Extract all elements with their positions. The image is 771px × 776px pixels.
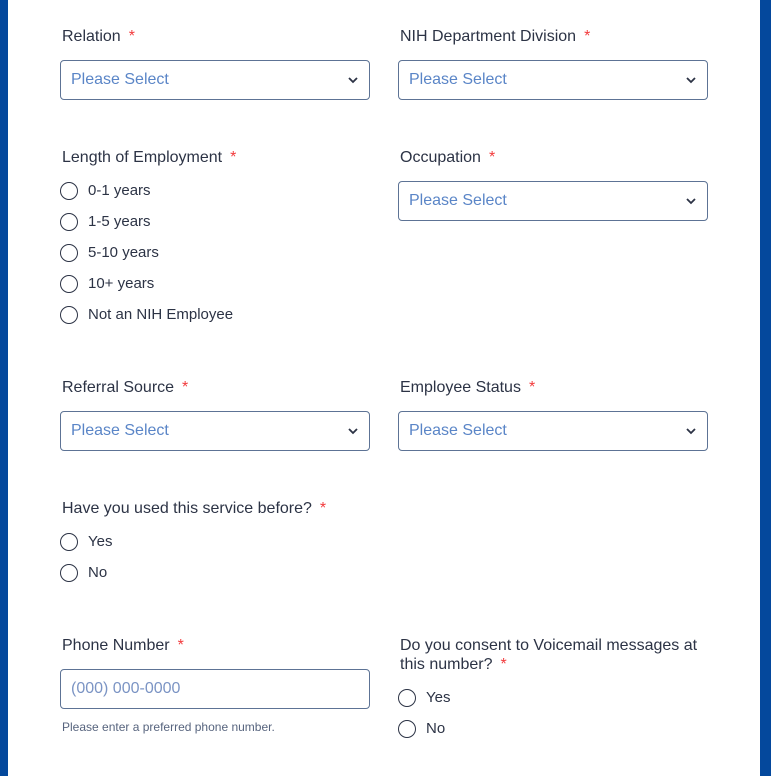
voicemail-consent-label: Do you consent to Voicemail messages at this number? *	[400, 637, 698, 673]
radio-label: Not an NIH Employee	[88, 306, 234, 323]
chevron-down-icon	[347, 74, 359, 86]
phone-help-text: Please enter a preferred phone number.	[62, 720, 275, 734]
radio-label: Yes	[88, 533, 113, 550]
length-option-10-plus[interactable]	[60, 275, 154, 293]
used-before-yes[interactable]	[60, 533, 112, 551]
referral-source-select-value: Please Select	[71, 422, 169, 439]
radio-circle-icon[interactable]	[60, 213, 78, 231]
length-of-employment-label: Length of Employment *	[62, 149, 237, 166]
chevron-down-icon	[685, 74, 697, 86]
length-option-1-5[interactable]	[60, 213, 151, 231]
relation-select-value: Please Select	[71, 71, 169, 88]
radio-label: 5-10 years	[88, 244, 159, 261]
voicemail-yes[interactable]	[398, 689, 450, 707]
referral-source-label: Referral Source *	[62, 379, 189, 396]
occupation-label: Occupation *	[400, 149, 496, 166]
phone-number-input[interactable]	[60, 669, 370, 709]
used-before-no[interactable]	[60, 564, 107, 582]
page-frame-right	[760, 0, 771, 776]
radio-label: 10+ years	[88, 275, 155, 292]
required-marker: *	[177, 637, 184, 654]
chevron-down-icon	[685, 425, 697, 437]
relation-label: Relation *	[62, 28, 135, 45]
employee-status-label: Employee Status *	[400, 379, 536, 396]
chevron-down-icon	[347, 425, 359, 437]
occupation-select-value: Please Select	[409, 192, 507, 209]
length-option-0-1[interactable]	[60, 182, 151, 200]
radio-circle-icon[interactable]	[60, 564, 78, 582]
radio-circle-icon[interactable]	[60, 275, 78, 293]
division-select[interactable]	[398, 60, 708, 100]
required-marker: *	[528, 379, 536, 396]
required-marker: *	[182, 379, 189, 396]
required-marker: *	[584, 28, 591, 45]
relation-select[interactable]	[60, 60, 370, 100]
radio-circle-icon[interactable]	[398, 689, 416, 707]
radio-label: Yes	[426, 689, 451, 706]
required-marker: *	[488, 149, 496, 166]
page-frame-left	[0, 0, 8, 776]
division-select-value: Please Select	[409, 71, 507, 88]
radio-label: 0-1 years	[88, 182, 151, 199]
radio-label: No	[88, 564, 108, 581]
radio-circle-icon[interactable]	[398, 720, 416, 738]
radio-circle-icon[interactable]	[60, 533, 78, 551]
chevron-down-icon	[685, 195, 697, 207]
occupation-select[interactable]	[398, 181, 708, 221]
referral-source-select[interactable]	[60, 411, 370, 451]
required-marker: *	[500, 656, 507, 673]
radio-circle-icon[interactable]	[60, 182, 78, 200]
employee-status-select-value: Please Select	[409, 422, 507, 439]
radio-circle-icon[interactable]	[60, 244, 78, 262]
used-before-label: Have you used this service before? *	[62, 500, 327, 517]
employee-status-select[interactable]	[398, 411, 708, 451]
radio-circle-icon[interactable]	[60, 306, 78, 324]
required-marker: *	[230, 149, 237, 166]
radio-label: No	[426, 720, 446, 737]
length-option-5-10[interactable]	[60, 244, 159, 262]
required-marker: *	[128, 28, 135, 45]
division-label: NIH Department Division *	[400, 28, 591, 45]
radio-label: 1-5 years	[88, 213, 151, 230]
phone-number-label: Phone Number *	[62, 637, 184, 654]
required-marker: *	[319, 500, 327, 517]
length-option-not-employee[interactable]	[60, 306, 233, 324]
voicemail-no[interactable]	[398, 720, 445, 738]
